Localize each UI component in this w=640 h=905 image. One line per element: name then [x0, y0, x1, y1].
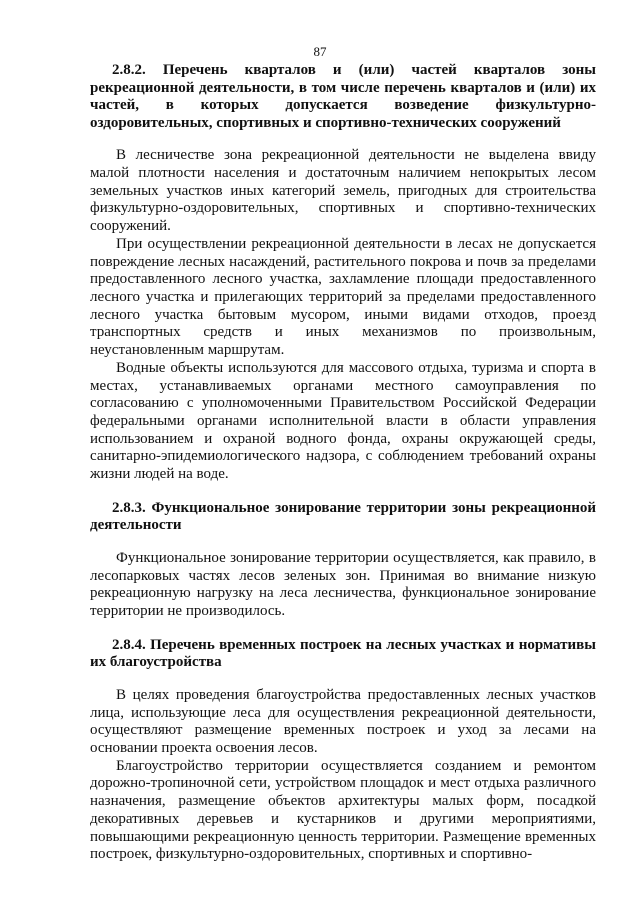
document-body — [90, 62, 596, 864]
page-number: 87 — [313, 44, 327, 59]
paragraph: В целях проведения благоустройства предоставленных лесных участков лица, использующие леса для осуществления рекреационной деятельности, осуществляют размещение временных построек и уход за лесами на основании проекта освоения лесов. — [90, 686, 596, 757]
section-heading: 2.8.4. Перечень временных построек на лесных участках и нормативы их благоустройства — [90, 636, 596, 671]
section-2-8-3 — [90, 500, 596, 621]
section-2-8-4 — [90, 637, 596, 864]
section-heading: 2.8.2. Перечень кварталов и (или) частей кварталов зоны рекреационной деятельности, в том числе перечень кварталов и (или) их частей, в которых допускается возведение физкультурно-оздоровительных, спортивных и спортивно-технических сооружений — [90, 62, 596, 131]
section-heading: 2.8.3. Функциональное зонирование территории зоны рекреационной деятельности — [90, 499, 596, 534]
section-2-8-2 — [90, 62, 596, 484]
paragraph: Водные объекты используются для массового отдыха, туризма и спорта в местах, устанавливаемых органами местного самоуправления по согласованию с уполномоченными Правительством Российской Федерации федеральными органами исполнительной власти в области управления использованием и охраной водного фонда, охраны окружающей среды, санитарно-эпидемиологического надзора, с соблюдением требований охраны жизни людей на воде. — [90, 359, 596, 483]
paragraph: Функциональное зонирование территории осуществляется, как правило, в лесопарковых частях лесов зеленых зон. Принимая во внимание низкую рекреационную нагрузку на леса лесничества, функциональное зонирование территории не производилось. — [90, 549, 596, 620]
paragraph: При осуществлении рекреационной деятельности в лесах не допускается повреждение лесных насаждений, растительного покрова и почв за пределами предоставленного лесного участка, захламление площади предоставленного лесного участка и прилегающих территорий за пределами предоставленного лесного участка бытовым мусором, иными видами отходов, проезд транспортных средств и иных механизмов по произвольным, неустановленным маршрутам. — [90, 235, 596, 359]
paragraph: Благоустройство территории осуществляется созданием и ремонтом дорожно-тропиночной сети, устройством площадок и мест отдыха различного назначения, размещение объектов архитектуры малых форм, посадкой декоративных деревьев и кустарников и другими мероприятиями, повышающими рекреационную ценность территории. Размещение временных построек, физкультурно-оздоровительных, спортивных и спортивно- — [90, 757, 596, 863]
paragraph: В лесничестве зона рекреационной деятельности не выделена ввиду малой плотности населения и достаточным наличием непокрытых лесом земельных участков иных категорий земель, пригодных для строительства физкультурно-оздоровительных, спортивных и спортивно-технических сооружений. — [90, 147, 596, 235]
